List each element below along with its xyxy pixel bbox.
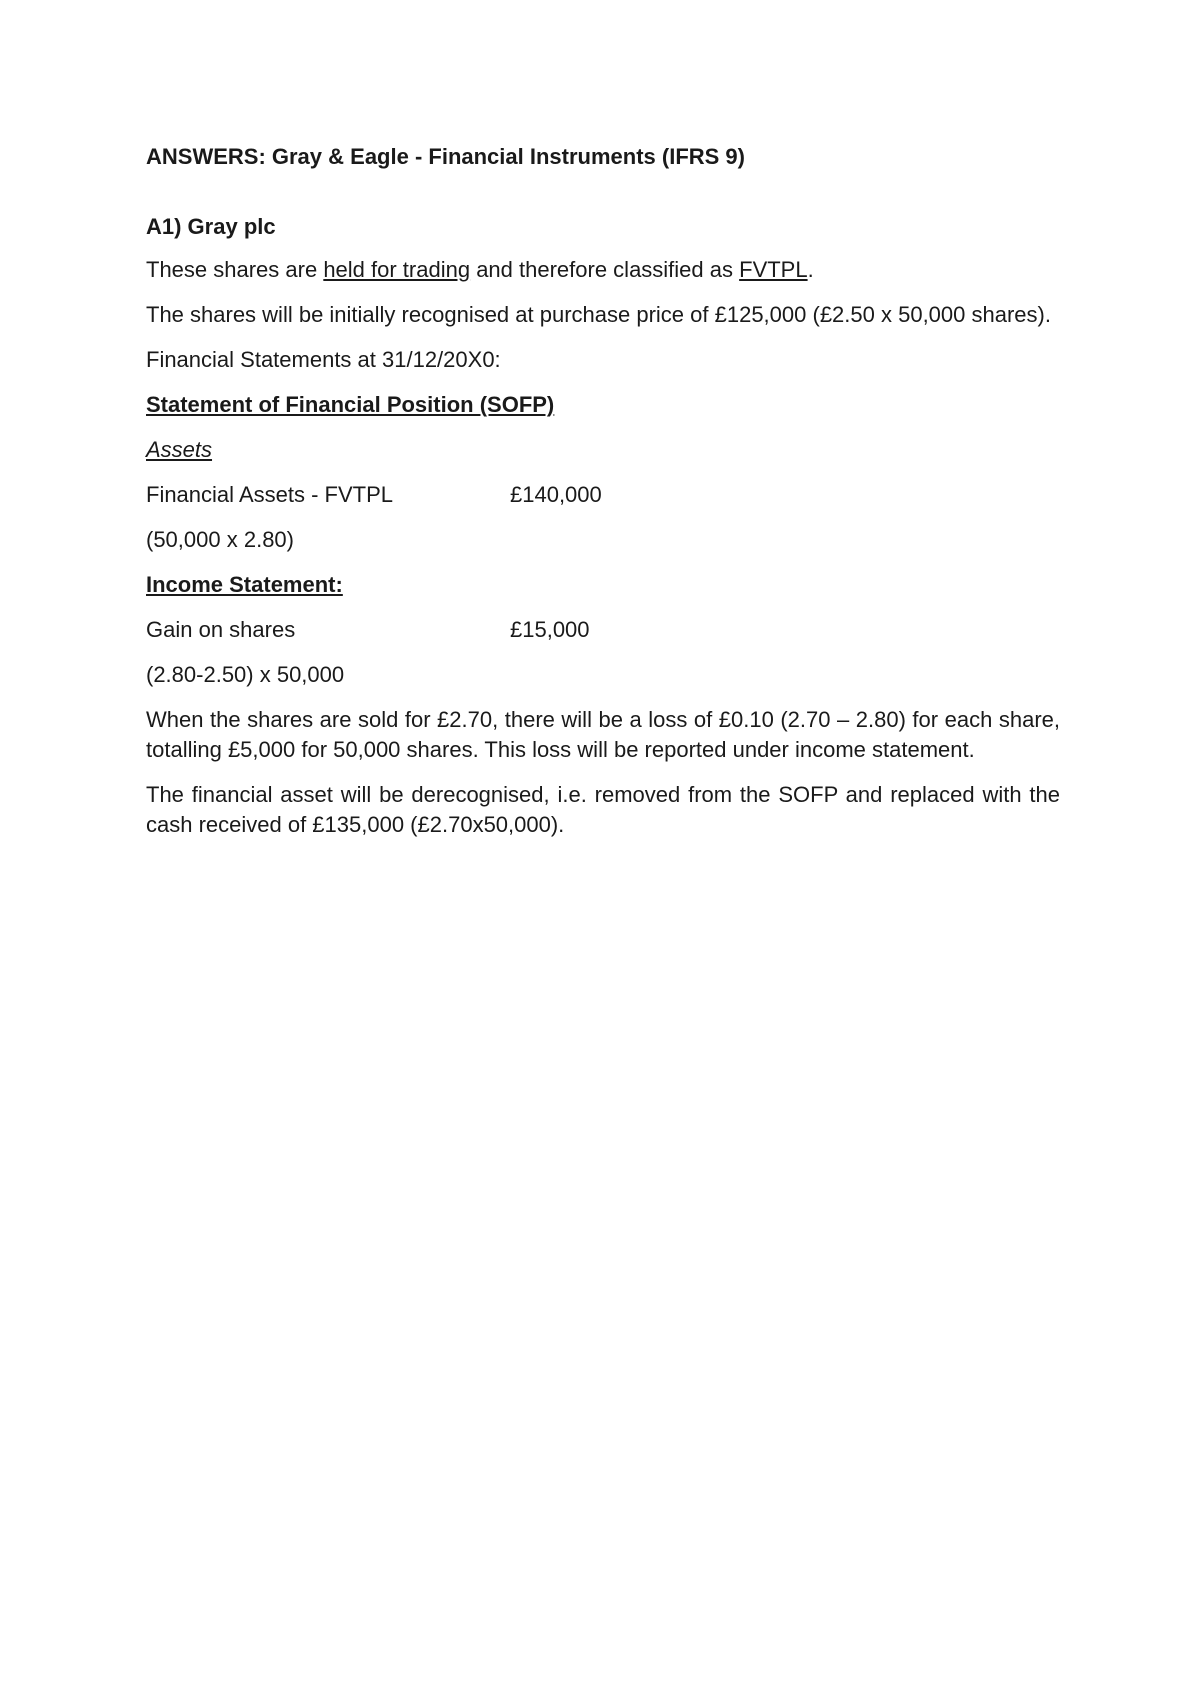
gain-calculation: (2.80-2.50) x 50,000	[146, 662, 345, 687]
classification-text-3: .	[807, 257, 814, 282]
income-statement-heading: Income Statement:	[146, 572, 343, 597]
fvtpl-term: FVTPL	[739, 257, 808, 282]
financial-assets-label: Financial Assets - FVTPL	[146, 482, 393, 507]
sofp-heading: Statement of Financial Position (SOFP)	[146, 392, 555, 417]
gain-label: Gain on shares	[146, 617, 296, 642]
section-heading: A1) Gray plc	[146, 214, 276, 239]
financial-assets-row	[146, 480, 1060, 510]
classification-text-1: These shares are	[146, 257, 324, 282]
classification-text-2: and therefore classified as	[470, 257, 740, 282]
initial-recognition-paragraph: The shares will be initially recognised at purchase price of £125,000 (£2.50 x 50,000 shares).	[146, 302, 1051, 327]
assets-label: Assets	[146, 437, 213, 462]
gain-row	[146, 615, 1060, 645]
statements-date-line: Financial Statements at 31/12/20X0:	[146, 347, 501, 372]
document-title: ANSWERS: Gray & Eagle - Financial Instruments (IFRS 9)	[146, 144, 745, 169]
financial-assets-value: £140,000	[510, 482, 602, 507]
loss-paragraph: When the shares are sold for £2.70, there will be a loss of £0.10 (2.70 – 2.80) for each share, totalling £5,000 for 50,000 shares. This loss will be reported under income statement.	[146, 707, 1060, 762]
classification-paragraph	[146, 255, 1060, 285]
held-for-trading-term: held for trading	[323, 257, 471, 282]
financial-assets-calculation: (50,000 x 2.80)	[146, 527, 294, 552]
gain-value: £15,000	[510, 617, 590, 642]
derecognition-paragraph: The financial asset will be derecognised, i.e. removed from the SOFP and replaced with the cash received of £135,000 (£2.70x50,000).	[146, 782, 1060, 837]
document-body	[146, 142, 1060, 855]
